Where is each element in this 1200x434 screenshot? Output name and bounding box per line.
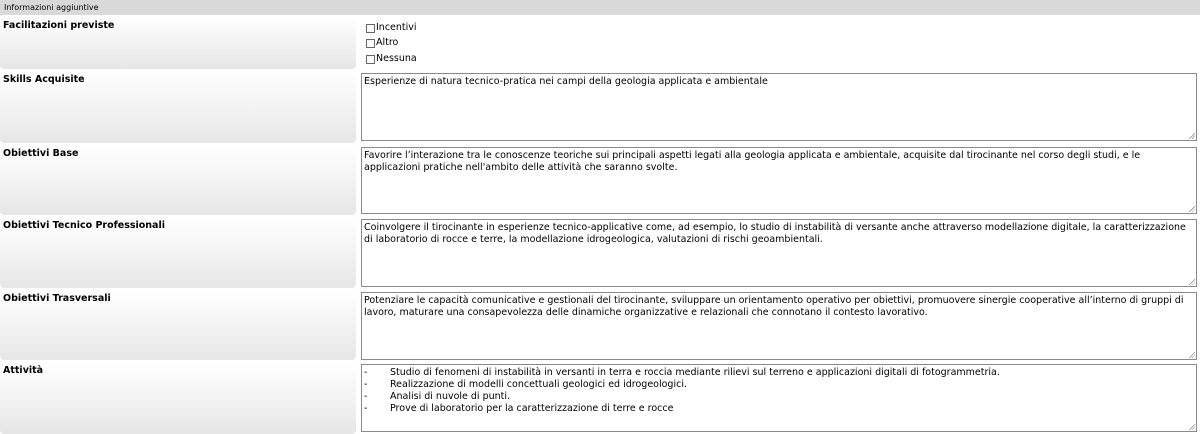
row-obiettivi-base [0,145,1200,215]
resize-grip-icon[interactable] [1188,132,1195,139]
resize-grip-icon[interactable] [1188,205,1195,212]
checkbox-label: Incentivi [376,22,417,33]
checkbox-box[interactable] [366,39,375,48]
attivita-line-text: Realizzazione di modelli concettuali geologici ed idrogeologici. [390,379,687,390]
resize-grip-icon[interactable] [1188,423,1195,430]
checkbox-box[interactable] [366,24,375,33]
list-dash: - [364,403,368,414]
section-title: Informazioni aggiuntive [4,3,99,12]
label-obiettivi-base: Obiettivi Base [0,145,356,215]
attivita-line [364,379,1194,391]
attivita-textarea[interactable] [361,364,1197,432]
section-header [0,0,1200,15]
label-obiettivi-tecnico: Obiettivi Tecnico Professionali [0,217,356,288]
row-obiettivi-trasversali [0,290,1200,360]
attivita-line-text: Studio di fenomeni di instabilità in versanti in terra e roccia mediante rilievi sul terreno e applicazioni digitali di fotogrammetria. [390,367,1000,378]
label-attivita: Attività [0,362,356,434]
obiettivi-base-text: Favorire l’interazione tra le conoscenze teoriche sui principali aspetti legati alla geologia applicata e ambientale, acquisite dal tirocinante nel corso degli studi, e le applicazioni pratiche nell'ambito delle attività che saranno svolte. [364,150,1141,173]
checkbox-label: Altro [376,37,399,48]
obiettivi-tecnico-textarea[interactable] [361,219,1197,287]
row-facilitazioni [0,17,1200,69]
attivita-line [364,403,1194,415]
checkbox-label: Nessuna [376,53,417,64]
list-dash: - [364,379,368,390]
label-obiettivi-trasversali: Obiettivi Trasversali [0,290,356,360]
obiettivi-trasversali-textarea[interactable] [361,292,1197,360]
checkbox-incentivi[interactable] [366,22,417,34]
checkbox-altro[interactable] [366,37,398,49]
label-facilitazioni: Facilitazioni previste [0,17,356,69]
obiettivi-base-textarea[interactable] [361,147,1197,214]
attivita-line-text: Analisi di nuvole di punti. [390,391,511,402]
facilitazioni-options [361,17,1200,69]
list-dash: - [364,367,368,378]
skills-text: Esperienze di natura tecnico-pratica nei campi della geologia applicata e ambientale [364,76,768,87]
attivita-line [364,391,1194,403]
obiettivi-tecnico-text: Coinvolgere il tirocinante in esperienze tecnico-applicative come, ad esempio, lo studio di instabilità di versante anche attraverso modellazione digitale, la caratterizzazione di laboratorio di rocce e terre, la modellazione idrogeologica, valutazioni di rischi geoambientali. [364,222,1186,245]
label-skills: Skills Acquisite [0,71,356,143]
checkbox-box[interactable] [366,55,375,64]
list-dash: - [364,391,368,402]
attivita-line-text: Prove di laboratorio per la caratterizzazione di terre e rocce [390,403,674,414]
skills-textarea[interactable] [361,73,1197,141]
row-skills [0,71,1200,143]
obiettivi-trasversali-text: Potenziare le capacità comunicative e gestionali del tirocinante, sviluppare un orientamento operativo per obiettivi, promuovere sinergie cooperative all’interno di gruppi di lavoro, maturare una consapevolezza delle dinamiche organizzative e relazionali che connotano il contesto lavorativo. [364,295,1184,318]
row-attivita [0,362,1200,434]
row-obiettivi-tecnico [0,217,1200,288]
attivita-line [364,367,1194,379]
checkbox-nessuna[interactable] [366,53,417,65]
resize-grip-icon[interactable] [1188,351,1195,358]
resize-grip-icon[interactable] [1188,278,1195,285]
